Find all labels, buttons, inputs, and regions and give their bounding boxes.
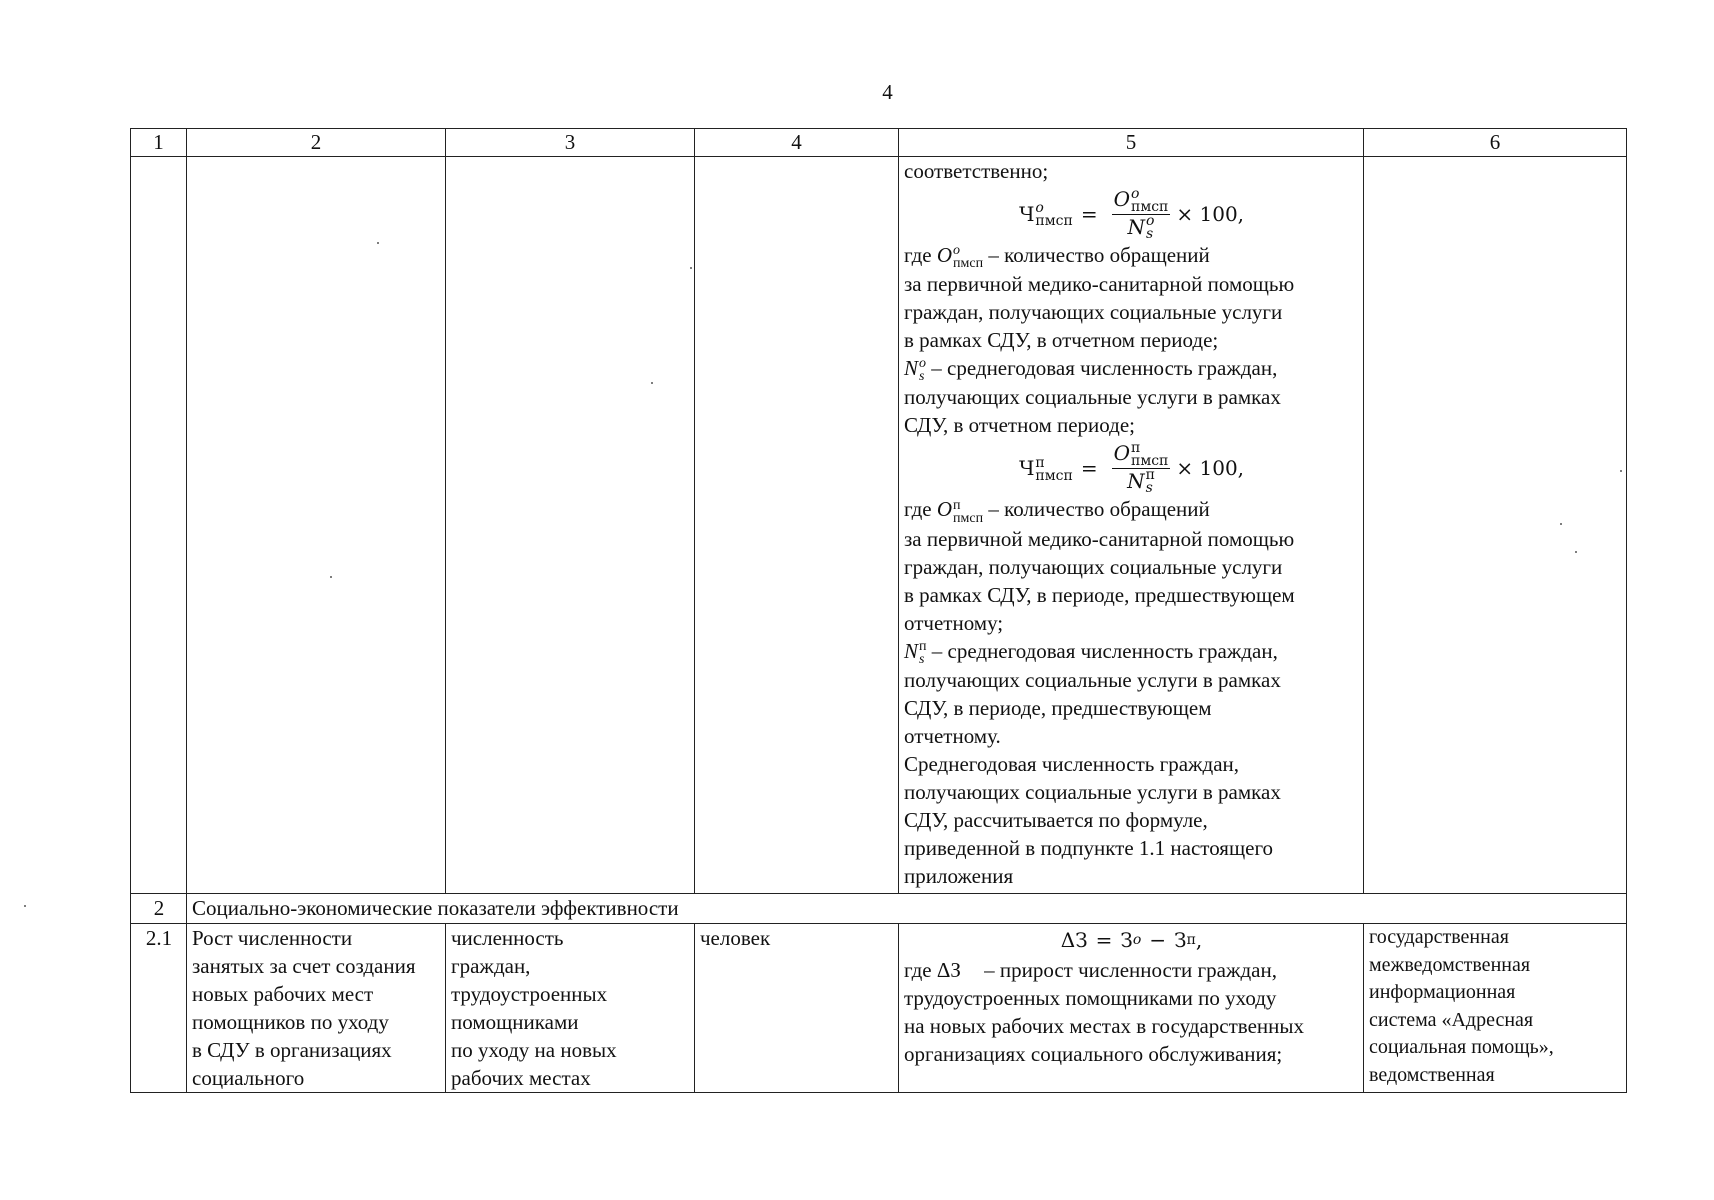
calculation-method-cell (899, 924, 1364, 1093)
text-line: граждан, получающих социальные услуги (904, 554, 1283, 579)
scan-speck (1620, 470, 1622, 472)
data-source-cell (1364, 924, 1627, 1093)
formula-share-previous: Ч п пмсп = O п пмсп N п s × 100, (1018, 439, 1245, 497)
calculation-method-cell (899, 157, 1364, 894)
text-line: соответственно; (904, 159, 1049, 183)
unit-cell: человек (695, 924, 899, 1093)
text-line: получающих социальные услуги в рамках (904, 667, 1281, 692)
definition-line: N о s – среднегодовая численность граждан, (904, 356, 1278, 385)
text-line: СДУ, рассчитывается по формуле, (904, 807, 1208, 832)
text-line: на новых рабочих местах в государственных (904, 1014, 1304, 1038)
scan-speck (24, 905, 26, 907)
definition-line: где O о пмсп – количество обращений (904, 243, 1210, 272)
indicator-measure-cell (446, 924, 695, 1093)
indicators-table (130, 128, 1627, 1093)
header-cell: 1 (131, 129, 187, 157)
cell-empty (1364, 157, 1627, 894)
text-line: помощниками (451, 1010, 579, 1034)
section-number: 2 (131, 894, 187, 924)
section-row (131, 894, 1627, 924)
cell-empty (187, 157, 446, 894)
text-line: за первичной медико-санитарной помощью (904, 272, 1295, 297)
text-line: за первичной медико-санитарной помощью (904, 526, 1295, 551)
text-line: численность (451, 926, 564, 950)
definition-line: N п s – среднегодовая численность граждан, (904, 638, 1278, 667)
formula-fraction: O о пмсп N о s (1113, 185, 1169, 242)
text-line: приведенной в подпункте 1.1 настоящего (904, 835, 1274, 860)
text-line: социальная помощь», (1369, 1036, 1554, 1058)
text-line: занятых за счет создания (192, 954, 416, 978)
text-line: по уходу на новых (451, 1038, 617, 1062)
table-header-row (131, 129, 1627, 157)
scan-speck (1560, 523, 1562, 525)
text-line: приложения (904, 863, 1014, 888)
header-cell: 2 (187, 129, 446, 157)
text-line: государственная (1369, 926, 1509, 948)
formula-lhs: Ч п пмсп (1018, 454, 1073, 484)
text-line: организациях социального обслуживания; (904, 1042, 1283, 1066)
text-line: социального (192, 1066, 305, 1090)
text-line: трудоустроенных помощниками по уходу (904, 986, 1277, 1010)
text-line: система «Адресная (1369, 1008, 1534, 1031)
table-row (131, 157, 1627, 894)
text-line: СДУ, в отчетном периоде; (904, 413, 1136, 438)
header-cell: 5 (899, 129, 1364, 157)
table-row (131, 924, 1627, 1093)
text-line: новых рабочих мест (192, 982, 374, 1006)
header-cell: 3 (446, 129, 695, 157)
text-line: Рост численности (192, 926, 353, 950)
scan-speck (330, 576, 332, 578)
text-line: информационная (1369, 981, 1516, 1003)
text-line: Среднегодовая численность граждан, (904, 751, 1240, 776)
header-cell: 4 (695, 129, 899, 157)
text-line: в рамках СДУ, в периоде, предшествующем (904, 582, 1295, 607)
row-number: 2.1 (131, 924, 187, 1093)
page-number: 4 (882, 80, 893, 104)
scan-speck (651, 382, 653, 384)
indicator-name-cell (187, 924, 446, 1093)
text-line: помощников по уходу (192, 1010, 389, 1034)
definition-line: где ΔЗ – прирост численности граждан, (904, 958, 1277, 982)
text-line: трудоустроенных (451, 982, 608, 1006)
formula-fraction: O п пмсп N п s (1113, 439, 1169, 497)
formula-lhs: Ч о пмсп (1018, 200, 1073, 230)
text-line: СДУ, в периоде, предшествующем (904, 695, 1212, 720)
text-line: в СДУ в организациях (192, 1038, 392, 1062)
text-line: отчетному; (904, 610, 1004, 635)
text-line: получающих социальные услуги в рамках (904, 779, 1281, 804)
formula-employment-growth: Δ З = З о − З п , (1060, 928, 1203, 952)
text-line: граждан, (451, 954, 531, 978)
cell-empty (446, 157, 695, 894)
definition-line: где O п пмсп – количество обращений (904, 497, 1210, 526)
section-title: Социально-экономические показатели эффективности (187, 894, 1627, 924)
scan-speck (690, 267, 692, 269)
scan-speck (377, 242, 379, 244)
text-line: отчетному. (904, 723, 1001, 748)
text-line: в рамках СДУ, в отчетном периоде; (904, 328, 1219, 353)
scan-speck (1575, 551, 1577, 553)
text-line: получающих социальные услуги в рамках (904, 385, 1281, 410)
cell-empty (131, 157, 187, 894)
text-line: граждан, получающих социальные услуги (904, 300, 1283, 325)
cell-empty (695, 157, 899, 894)
formula-share-reporting: Ч о пмсп = O о пмсп N о s × 100, (1018, 185, 1245, 242)
text-line: межведомственная (1369, 953, 1531, 976)
header-cell: 6 (1364, 129, 1627, 157)
text-line: ведомственная (1369, 1063, 1495, 1086)
text-line: рабочих местах (451, 1066, 591, 1090)
